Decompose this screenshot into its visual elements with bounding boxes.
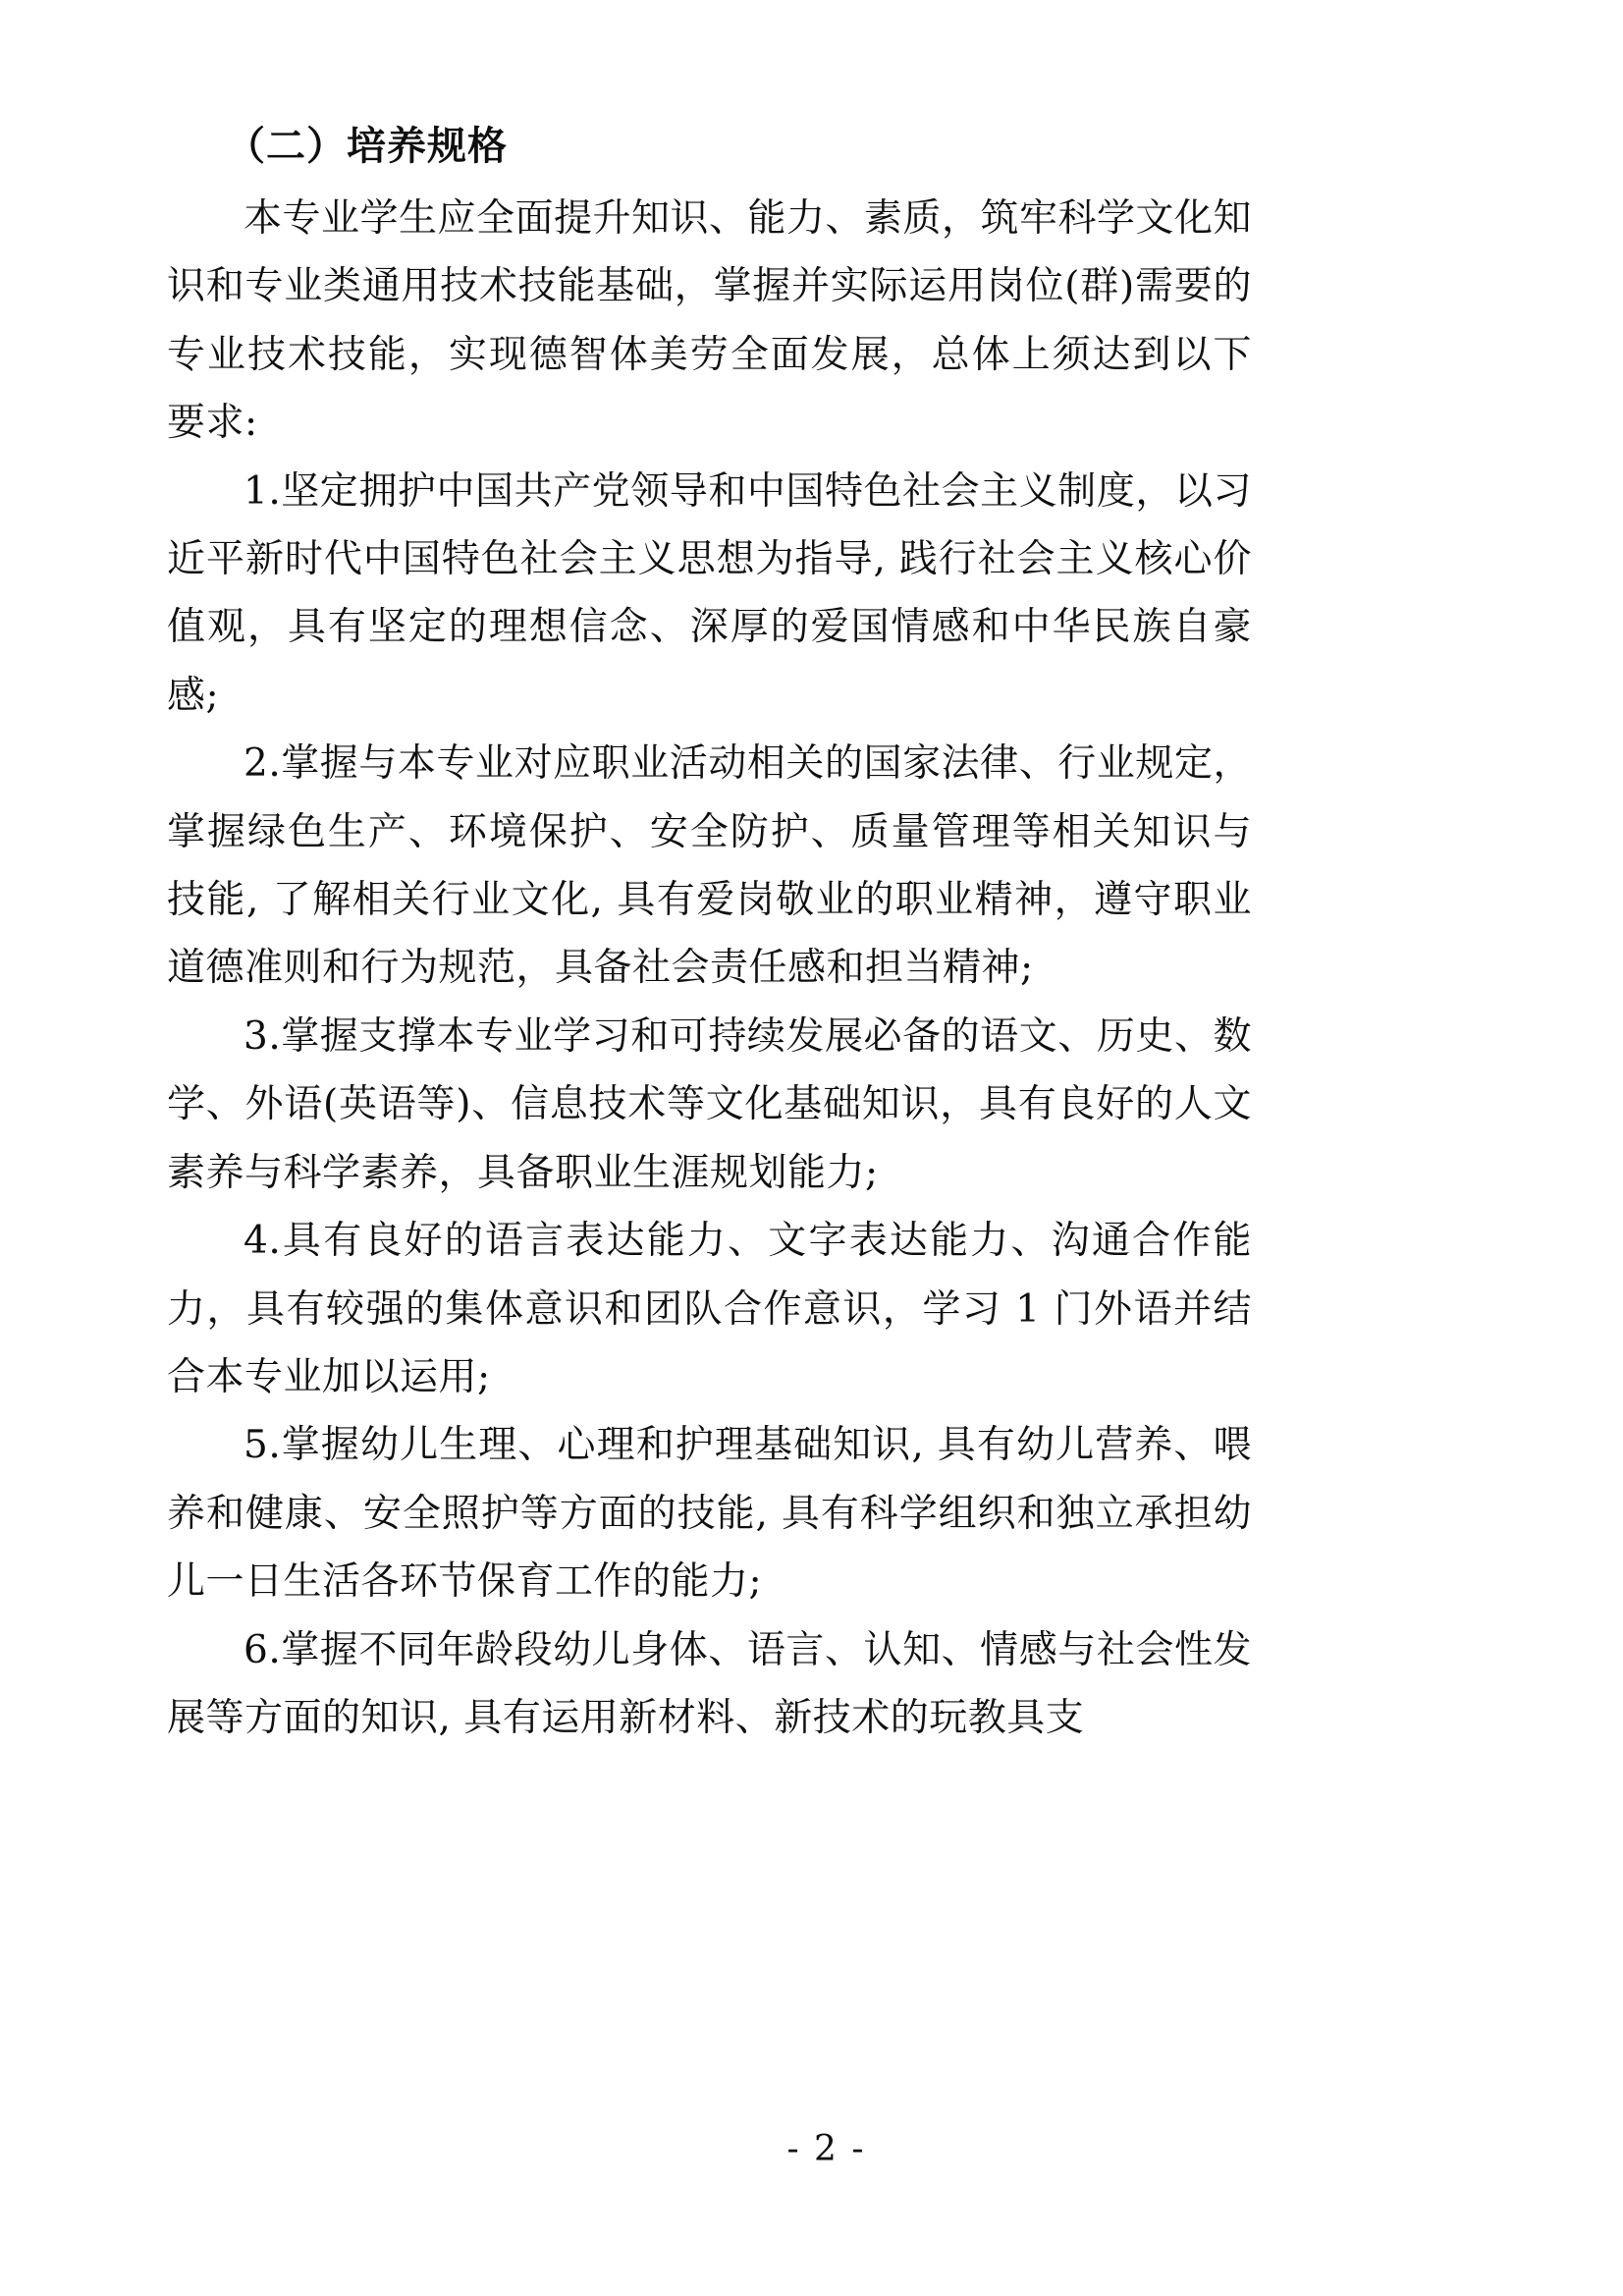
page-number: - 2 - (786, 2129, 866, 2169)
paragraph-intro: 本专业学生应全面提升知识、能力、素质，筑牢科学文化知识和专业类通用技术技能基础，掌握并实际运用岗位(群)需要的专业技术技能，实现德智体美劳全面发展，总体上须达到以下要求: (167, 196, 1253, 446)
paragraph-item-6: 6.掌握不同年龄段幼儿身体、语言、认知、情感与社会性发展等方面的知识, 具有运用新材料、新技术的玩教具支 (167, 1627, 1252, 1740)
paragraph-item-5: 5.掌握幼儿生理、心理和护理基础知识, 具有幼儿营养、喂养和健康、安全照护等方面的技能, 具有科学组织和独立承担幼儿一日生活各环节保育工作的能力; (167, 1423, 1252, 1605)
paragraph-item-3: 3.掌握支撑本专业学习和可持续发展必备的语文、历史、数学、外语(英语等)、信息技术等文化基础知识，具有良好的人文素养与科学素养，具备职业生涯规划能力; (167, 1013, 1252, 1195)
paragraph-item-1: 1.坚定拥护中国共产党领导和中国特色社会主义制度，以习近平新时代中国特色社会主义思想为指导, 践行社会主义核心价值观，具有坚定的理想信念、深厚的爱国情感和中华民族自豪感; (167, 468, 1252, 718)
paragraph-item-4: 4.具有良好的语言表达能力、文字表达能力、沟通合作能力，具有较强的集体意识和团队合作意识，学习 1 门外语并结合本专业加以运用; (167, 1219, 1252, 1399)
page-content (167, 116, 1252, 1752)
paragraph-item-2: 2.掌握与本专业对应职业活动相关的国家法律、行业规定，掌握绿色生产、环境保护、安全防护、质量管理等相关知识与技能, 了解相关行业文化, 具有爱岗敬业的职业精神，遵守职业道德准则和行为规范，具备社会责任感和担当精神; (167, 741, 1252, 991)
section-heading: （二）培养规格 (226, 123, 508, 169)
